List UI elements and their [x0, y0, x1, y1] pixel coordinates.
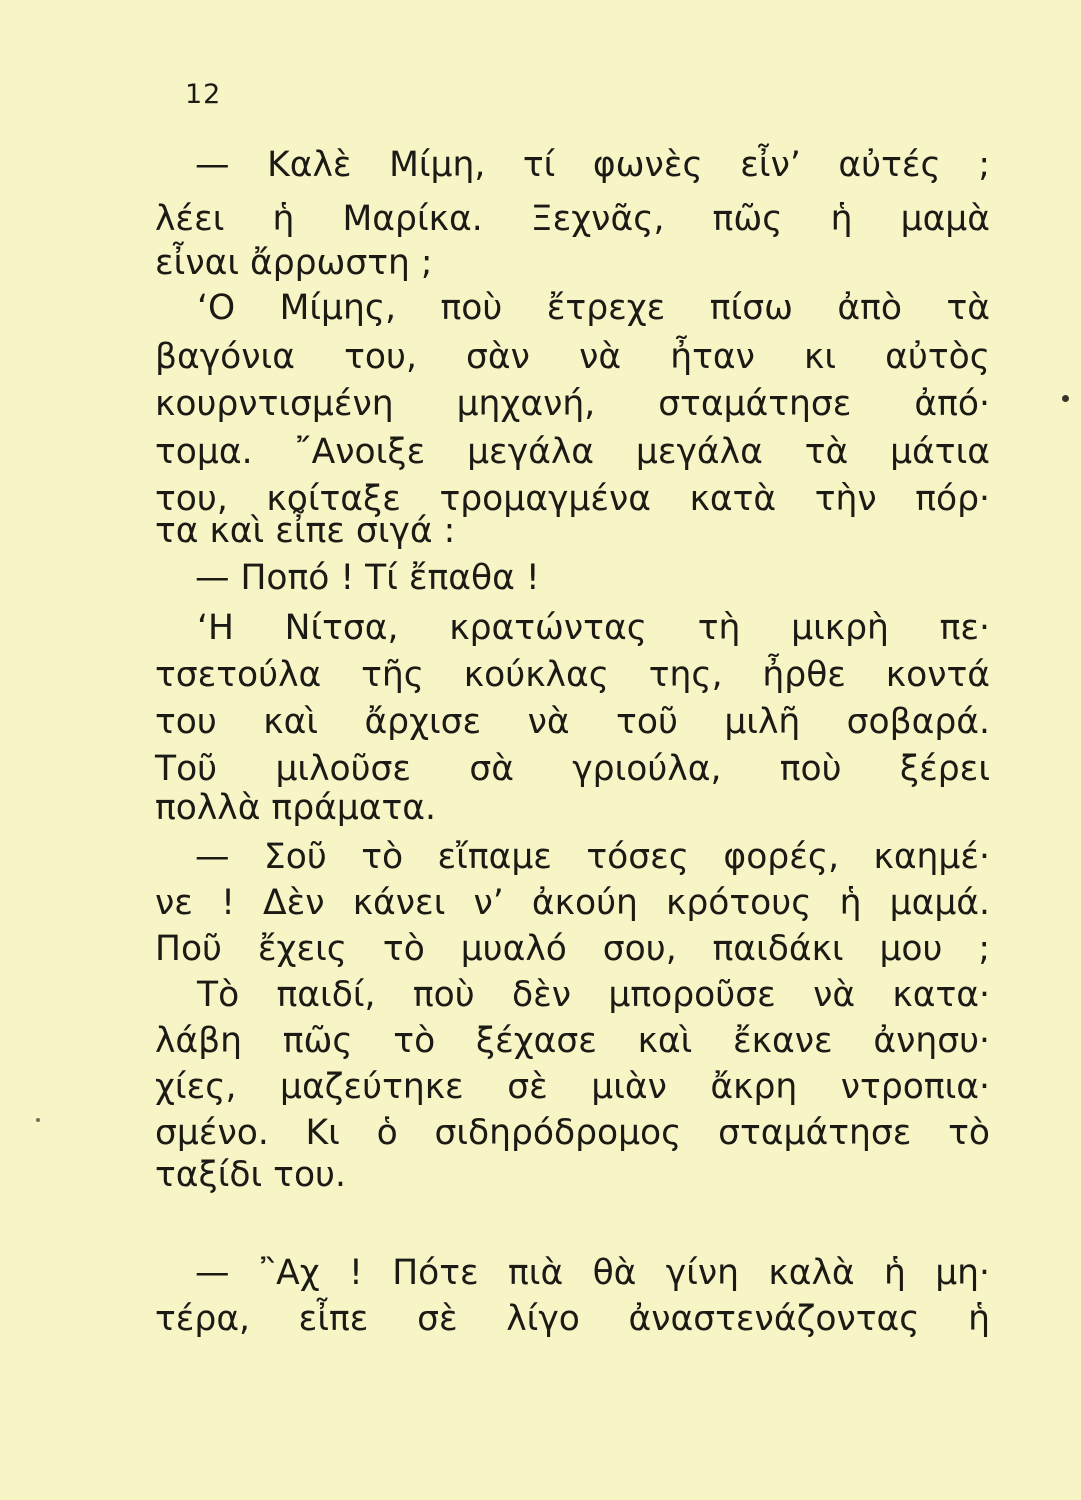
text-line: ‘Ο Μίμης, ποὺ ἔτρεχε πίσω ἀπὸ τὰ	[197, 288, 990, 328]
text-line: χίες, μαζεύτηκε σὲ μιὰν ἄκρη ντροπια·	[155, 1067, 990, 1107]
text-line: τα καὶ εἶπε σιγά :	[155, 511, 456, 551]
ink-speck	[36, 1118, 40, 1122]
text-line: λάβη πῶς τὸ ξέχασε καὶ ἔκανε ἀνησυ·	[155, 1021, 990, 1061]
text-line: τσετούλα τῆς κούκλας της, ἦρθε κοντά	[155, 655, 990, 695]
text-line: λέει ἡ Μαρίκα. Ξεχνᾶς, πῶς ἡ μαμὰ	[155, 199, 990, 239]
text-line: Τὸ παιδί, ποὺ δὲν μποροῦσε νὰ κατα·	[197, 975, 990, 1015]
page-number: 12	[185, 79, 222, 110]
text-line: εἶναι ἄρρωστη ;	[155, 243, 433, 283]
text-line: — Σοῦ τὸ εἴπαμε τόσες φορές, καημέ·	[195, 837, 990, 877]
text-line: τέρα, εἶπε σὲ λίγο ἀναστενάζοντας ἡ	[155, 1299, 990, 1339]
text-line: πολλὰ πράματα.	[155, 788, 437, 828]
ink-speck	[1062, 395, 1069, 402]
text-line: σμένο. Κι ὁ σιδηρόδρομος σταμάτησε τὸ	[155, 1113, 990, 1153]
text-line: — Ποπό ! Τί ἔπαθα !	[195, 558, 540, 598]
text-line: Ποῦ ἔχεις τὸ μυαλό σου, παιδάκι μου ;	[155, 929, 990, 969]
text-line: — ῍Αχ ! Πότε πιὰ θὰ γίνη καλὰ ἡ μη·	[195, 1253, 990, 1293]
text-line: ‘Η Νίτσα, κρατώντας τὴ μικρὴ πε·	[197, 608, 990, 648]
text-line: βαγόνια του, σὰν νὰ ἦταν κι αὐτὸς	[155, 337, 990, 377]
text-line: κουρντισμένη μηχανή, σταμάτησε ἀπό·	[155, 384, 990, 424]
text-line: τομα. ῎Ανοιξε μεγάλα μεγάλα τὰ μάτια	[155, 432, 990, 472]
text-line: ταξίδι του.	[155, 1155, 346, 1195]
text-line: — Καλὲ Μίμη, τί φωνὲς εἶν’ αὐτές ;	[195, 145, 990, 185]
text-line: νε ! Δὲν κάνει ν’ ἀκούη κρότους ἡ μαμά.	[155, 883, 990, 923]
text-line: του, κοίταξε τρομαγμένα κατὰ τὴν πόρ·	[155, 479, 990, 519]
text-line: Τοῦ μιλοῦσε σὰ γριούλα, ποὺ ξέρει	[155, 749, 990, 789]
text-line: του καὶ ἄρχισε νὰ τοῦ μιλῆ σοβαρά.	[155, 702, 990, 742]
